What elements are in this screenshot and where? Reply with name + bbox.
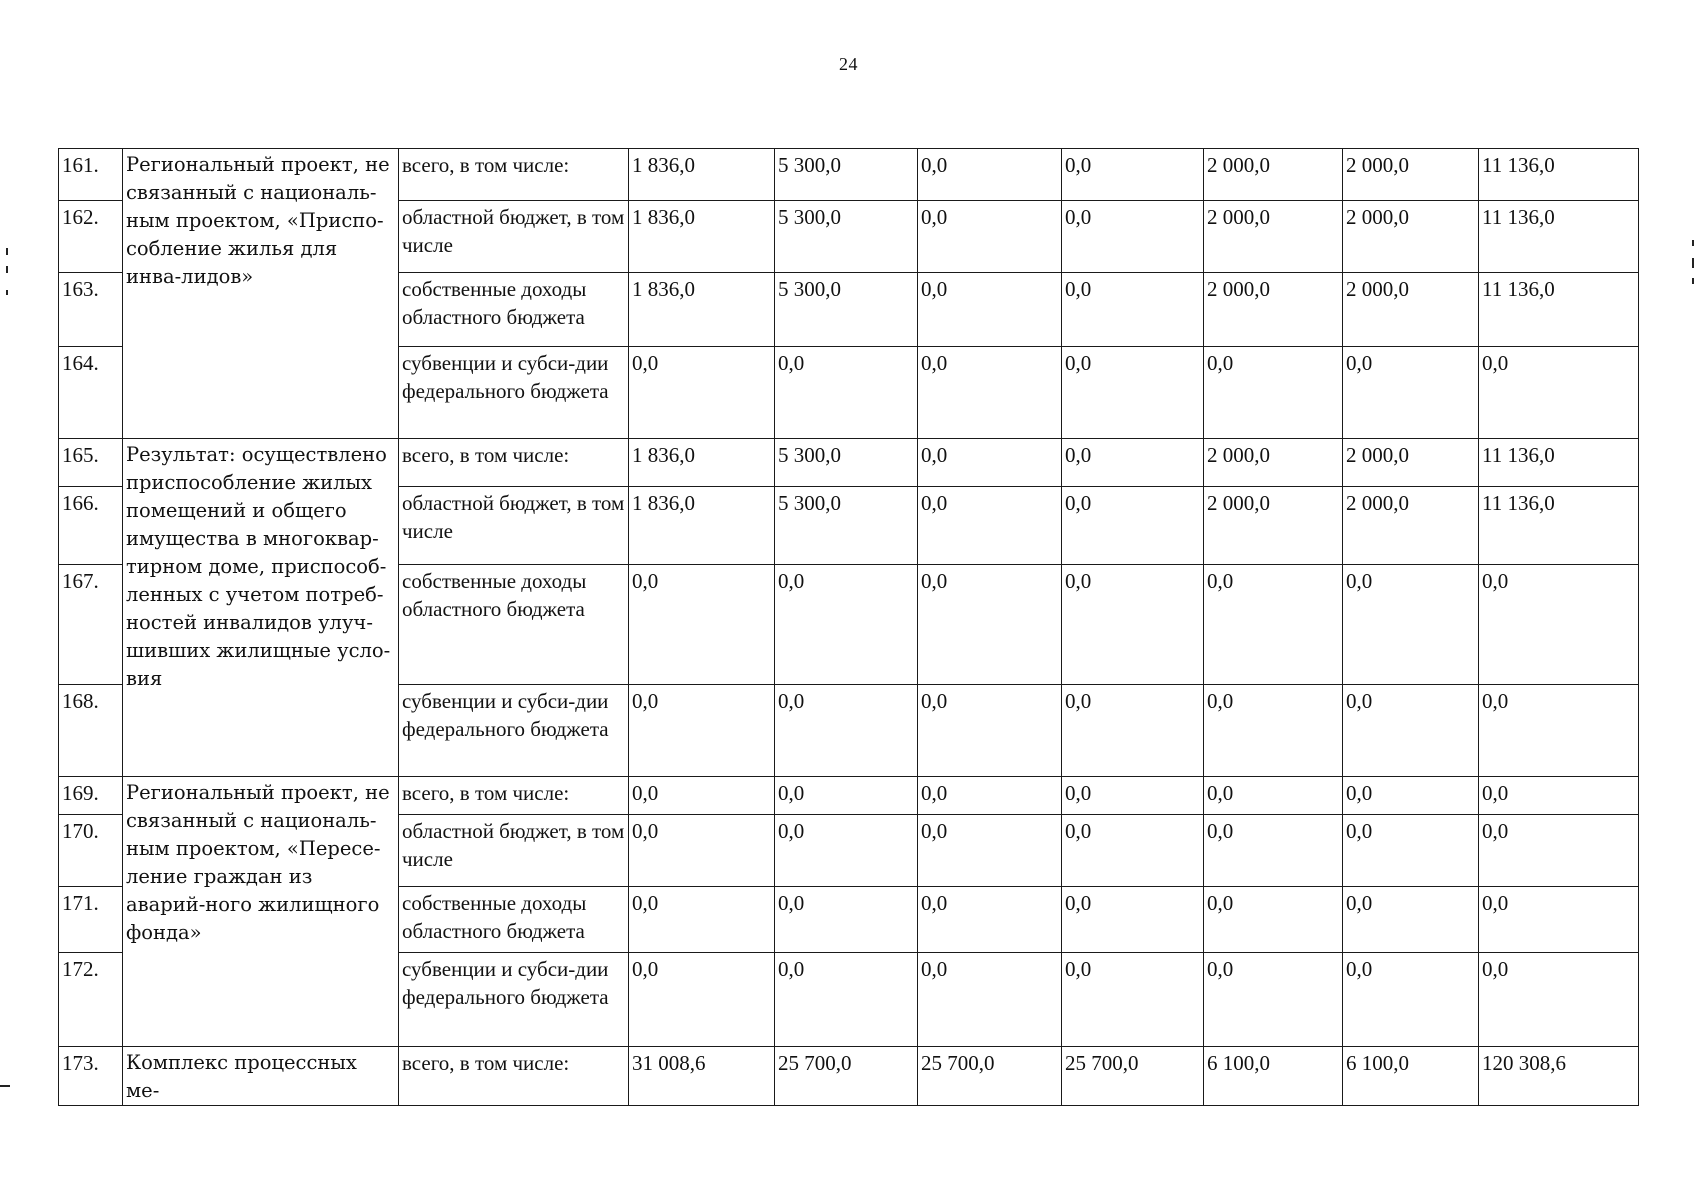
table-row bbox=[59, 149, 1639, 201]
margin-line-left bbox=[0, 1085, 10, 1087]
year-value-cell: 0,0 bbox=[629, 777, 775, 815]
row-number: 163. bbox=[59, 273, 123, 347]
year-value-cell: 25 700,0 bbox=[918, 1047, 1062, 1106]
year-value-cell: 0,0 bbox=[1343, 347, 1479, 439]
year-value-cell: 2 000,0 bbox=[1204, 487, 1343, 565]
row-number: 171. bbox=[59, 887, 123, 953]
table-row bbox=[59, 439, 1639, 487]
project-name-cell: Региональный проект, не связанный с националь-ным проектом, «Пересе-ление граждан из аварий-ного жилищного фонда» bbox=[123, 777, 399, 1047]
total-value-cell: 11 136,0 bbox=[1479, 439, 1639, 487]
year-value-cell: 5 300,0 bbox=[775, 487, 918, 565]
row-number: 168. bbox=[59, 685, 123, 777]
year-value-cell: 0,0 bbox=[918, 201, 1062, 273]
year-value-cell: 0,0 bbox=[918, 149, 1062, 201]
year-value-cell: 0,0 bbox=[775, 565, 918, 685]
total-value-cell: 0,0 bbox=[1479, 777, 1639, 815]
year-value-cell: 0,0 bbox=[918, 953, 1062, 1047]
year-value-cell: 2 000,0 bbox=[1343, 201, 1479, 273]
year-value-cell: 0,0 bbox=[918, 887, 1062, 953]
year-value-cell: 0,0 bbox=[1062, 685, 1204, 777]
funding-source-cell: всего, в том числе: bbox=[399, 1047, 629, 1106]
total-value-cell: 11 136,0 bbox=[1479, 273, 1639, 347]
project-name-cell: Результат: осуществлено приспособление жилых помещений и общего имущества в многоквар-тирном доме, приспособ-ленных с учетом потреб-ностей инвалидов улуч-шивших жилищные усло-вия bbox=[123, 439, 399, 777]
year-value-cell: 2 000,0 bbox=[1204, 439, 1343, 487]
year-value-cell: 0,0 bbox=[1062, 439, 1204, 487]
year-value-cell: 0,0 bbox=[1204, 685, 1343, 777]
funding-source-cell: всего, в том числе: bbox=[399, 439, 629, 487]
row-number: 169. bbox=[59, 777, 123, 815]
row-number: 161. bbox=[59, 149, 123, 201]
year-value-cell: 5 300,0 bbox=[775, 149, 918, 201]
year-value-cell: 5 300,0 bbox=[775, 273, 918, 347]
year-value-cell: 6 100,0 bbox=[1204, 1047, 1343, 1106]
year-value-cell: 2 000,0 bbox=[1343, 273, 1479, 347]
margin-tick-left-1 bbox=[6, 248, 8, 255]
total-value-cell: 0,0 bbox=[1479, 953, 1639, 1047]
year-value-cell: 0,0 bbox=[775, 953, 918, 1047]
funding-source-cell: областной бюджет, в том числе bbox=[399, 201, 629, 273]
year-value-cell: 2 000,0 bbox=[1204, 149, 1343, 201]
total-value-cell: 11 136,0 bbox=[1479, 149, 1639, 201]
margin-tick-left-3 bbox=[6, 290, 8, 295]
year-value-cell: 0,0 bbox=[918, 347, 1062, 439]
funding-source-cell: собственные доходы областного бюджета bbox=[399, 565, 629, 685]
year-value-cell: 0,0 bbox=[1204, 777, 1343, 815]
year-value-cell: 0,0 bbox=[1343, 777, 1479, 815]
funding-source-cell: всего, в том числе: bbox=[399, 149, 629, 201]
year-value-cell: 0,0 bbox=[1343, 815, 1479, 887]
year-value-cell: 0,0 bbox=[918, 777, 1062, 815]
year-value-cell: 0,0 bbox=[629, 953, 775, 1047]
year-value-cell: 0,0 bbox=[1062, 887, 1204, 953]
total-value-cell: 0,0 bbox=[1479, 815, 1639, 887]
year-value-cell: 0,0 bbox=[918, 565, 1062, 685]
year-value-cell: 25 700,0 bbox=[1062, 1047, 1204, 1106]
table-row bbox=[59, 777, 1639, 815]
row-number: 173. bbox=[59, 1047, 123, 1106]
year-value-cell: 0,0 bbox=[1062, 149, 1204, 201]
year-value-cell: 0,0 bbox=[775, 685, 918, 777]
project-name-cell: Комплекс процессных ме- bbox=[123, 1047, 399, 1106]
year-value-cell: 1 836,0 bbox=[629, 201, 775, 273]
row-number: 172. bbox=[59, 953, 123, 1047]
year-value-cell: 0,0 bbox=[1204, 815, 1343, 887]
year-value-cell: 0,0 bbox=[775, 777, 918, 815]
year-value-cell: 0,0 bbox=[1343, 953, 1479, 1047]
year-value-cell: 0,0 bbox=[775, 887, 918, 953]
total-value-cell: 11 136,0 bbox=[1479, 487, 1639, 565]
year-value-cell: 2 000,0 bbox=[1343, 487, 1479, 565]
funding-source-cell: областной бюджет, в том числе bbox=[399, 487, 629, 565]
year-value-cell: 2 000,0 bbox=[1204, 201, 1343, 273]
funding-source-cell: всего, в том числе: bbox=[399, 777, 629, 815]
year-value-cell: 25 700,0 bbox=[775, 1047, 918, 1106]
year-value-cell: 1 836,0 bbox=[629, 273, 775, 347]
year-value-cell: 0,0 bbox=[1062, 487, 1204, 565]
row-number: 164. bbox=[59, 347, 123, 439]
year-value-cell: 0,0 bbox=[1062, 347, 1204, 439]
year-value-cell: 0,0 bbox=[918, 487, 1062, 565]
year-value-cell: 0,0 bbox=[629, 347, 775, 439]
year-value-cell: 0,0 bbox=[1343, 565, 1479, 685]
year-value-cell: 0,0 bbox=[1204, 347, 1343, 439]
year-value-cell: 0,0 bbox=[629, 815, 775, 887]
margin-tick-right-3 bbox=[1692, 278, 1694, 284]
margin-tick-right-1 bbox=[1692, 240, 1694, 246]
year-value-cell: 0,0 bbox=[918, 439, 1062, 487]
year-value-cell: 5 300,0 bbox=[775, 439, 918, 487]
row-number: 166. bbox=[59, 487, 123, 565]
year-value-cell: 1 836,0 bbox=[629, 487, 775, 565]
year-value-cell: 0,0 bbox=[1343, 887, 1479, 953]
year-value-cell: 2 000,0 bbox=[1343, 439, 1479, 487]
year-value-cell: 2 000,0 bbox=[1204, 273, 1343, 347]
year-value-cell: 0,0 bbox=[918, 815, 1062, 887]
year-value-cell: 31 008,6 bbox=[629, 1047, 775, 1106]
row-number: 165. bbox=[59, 439, 123, 487]
year-value-cell: 6 100,0 bbox=[1343, 1047, 1479, 1106]
project-name-cell: Региональный проект, не связанный с националь-ным проектом, «Приспо-собление жилья для инва-лидов» bbox=[123, 149, 399, 439]
row-number: 162. bbox=[59, 201, 123, 273]
year-value-cell: 0,0 bbox=[1062, 201, 1204, 273]
year-value-cell: 0,0 bbox=[1204, 887, 1343, 953]
funding-source-cell: субвенции и субси-дии федерального бюджета bbox=[399, 953, 629, 1047]
funding-source-cell: субвенции и субси-дии федерального бюджета bbox=[399, 685, 629, 777]
year-value-cell: 0,0 bbox=[918, 273, 1062, 347]
funding-source-cell: собственные доходы областного бюджета bbox=[399, 273, 629, 347]
funding-source-cell: собственные доходы областного бюджета bbox=[399, 887, 629, 953]
year-value-cell: 0,0 bbox=[629, 887, 775, 953]
funding-source-cell: областной бюджет, в том числе bbox=[399, 815, 629, 887]
margin-tick-right-2 bbox=[1692, 258, 1694, 268]
year-value-cell: 5 300,0 bbox=[775, 201, 918, 273]
total-value-cell: 0,0 bbox=[1479, 887, 1639, 953]
total-value-cell: 120 308,6 bbox=[1479, 1047, 1639, 1106]
budget-table bbox=[58, 148, 1639, 1106]
year-value-cell: 0,0 bbox=[629, 685, 775, 777]
total-value-cell: 11 136,0 bbox=[1479, 201, 1639, 273]
year-value-cell: 0,0 bbox=[1343, 685, 1479, 777]
year-value-cell: 0,0 bbox=[1062, 777, 1204, 815]
year-value-cell: 0,0 bbox=[775, 815, 918, 887]
total-value-cell: 0,0 bbox=[1479, 565, 1639, 685]
page-number: 24 bbox=[839, 54, 858, 74]
year-value-cell: 0,0 bbox=[1204, 953, 1343, 1047]
year-value-cell: 0,0 bbox=[1062, 273, 1204, 347]
row-number: 170. bbox=[59, 815, 123, 887]
year-value-cell: 0,0 bbox=[1062, 565, 1204, 685]
year-value-cell: 1 836,0 bbox=[629, 439, 775, 487]
year-value-cell: 0,0 bbox=[918, 685, 1062, 777]
year-value-cell: 0,0 bbox=[1062, 953, 1204, 1047]
total-value-cell: 0,0 bbox=[1479, 685, 1639, 777]
table-row bbox=[59, 1047, 1639, 1106]
margin-tick-left-2 bbox=[6, 266, 8, 273]
year-value-cell: 0,0 bbox=[629, 565, 775, 685]
total-value-cell: 0,0 bbox=[1479, 347, 1639, 439]
year-value-cell: 0,0 bbox=[1062, 815, 1204, 887]
year-value-cell: 0,0 bbox=[775, 347, 918, 439]
year-value-cell: 0,0 bbox=[1204, 565, 1343, 685]
year-value-cell: 2 000,0 bbox=[1343, 149, 1479, 201]
funding-source-cell: субвенции и субси-дии федерального бюджета bbox=[399, 347, 629, 439]
year-value-cell: 1 836,0 bbox=[629, 149, 775, 201]
row-number: 167. bbox=[59, 565, 123, 685]
